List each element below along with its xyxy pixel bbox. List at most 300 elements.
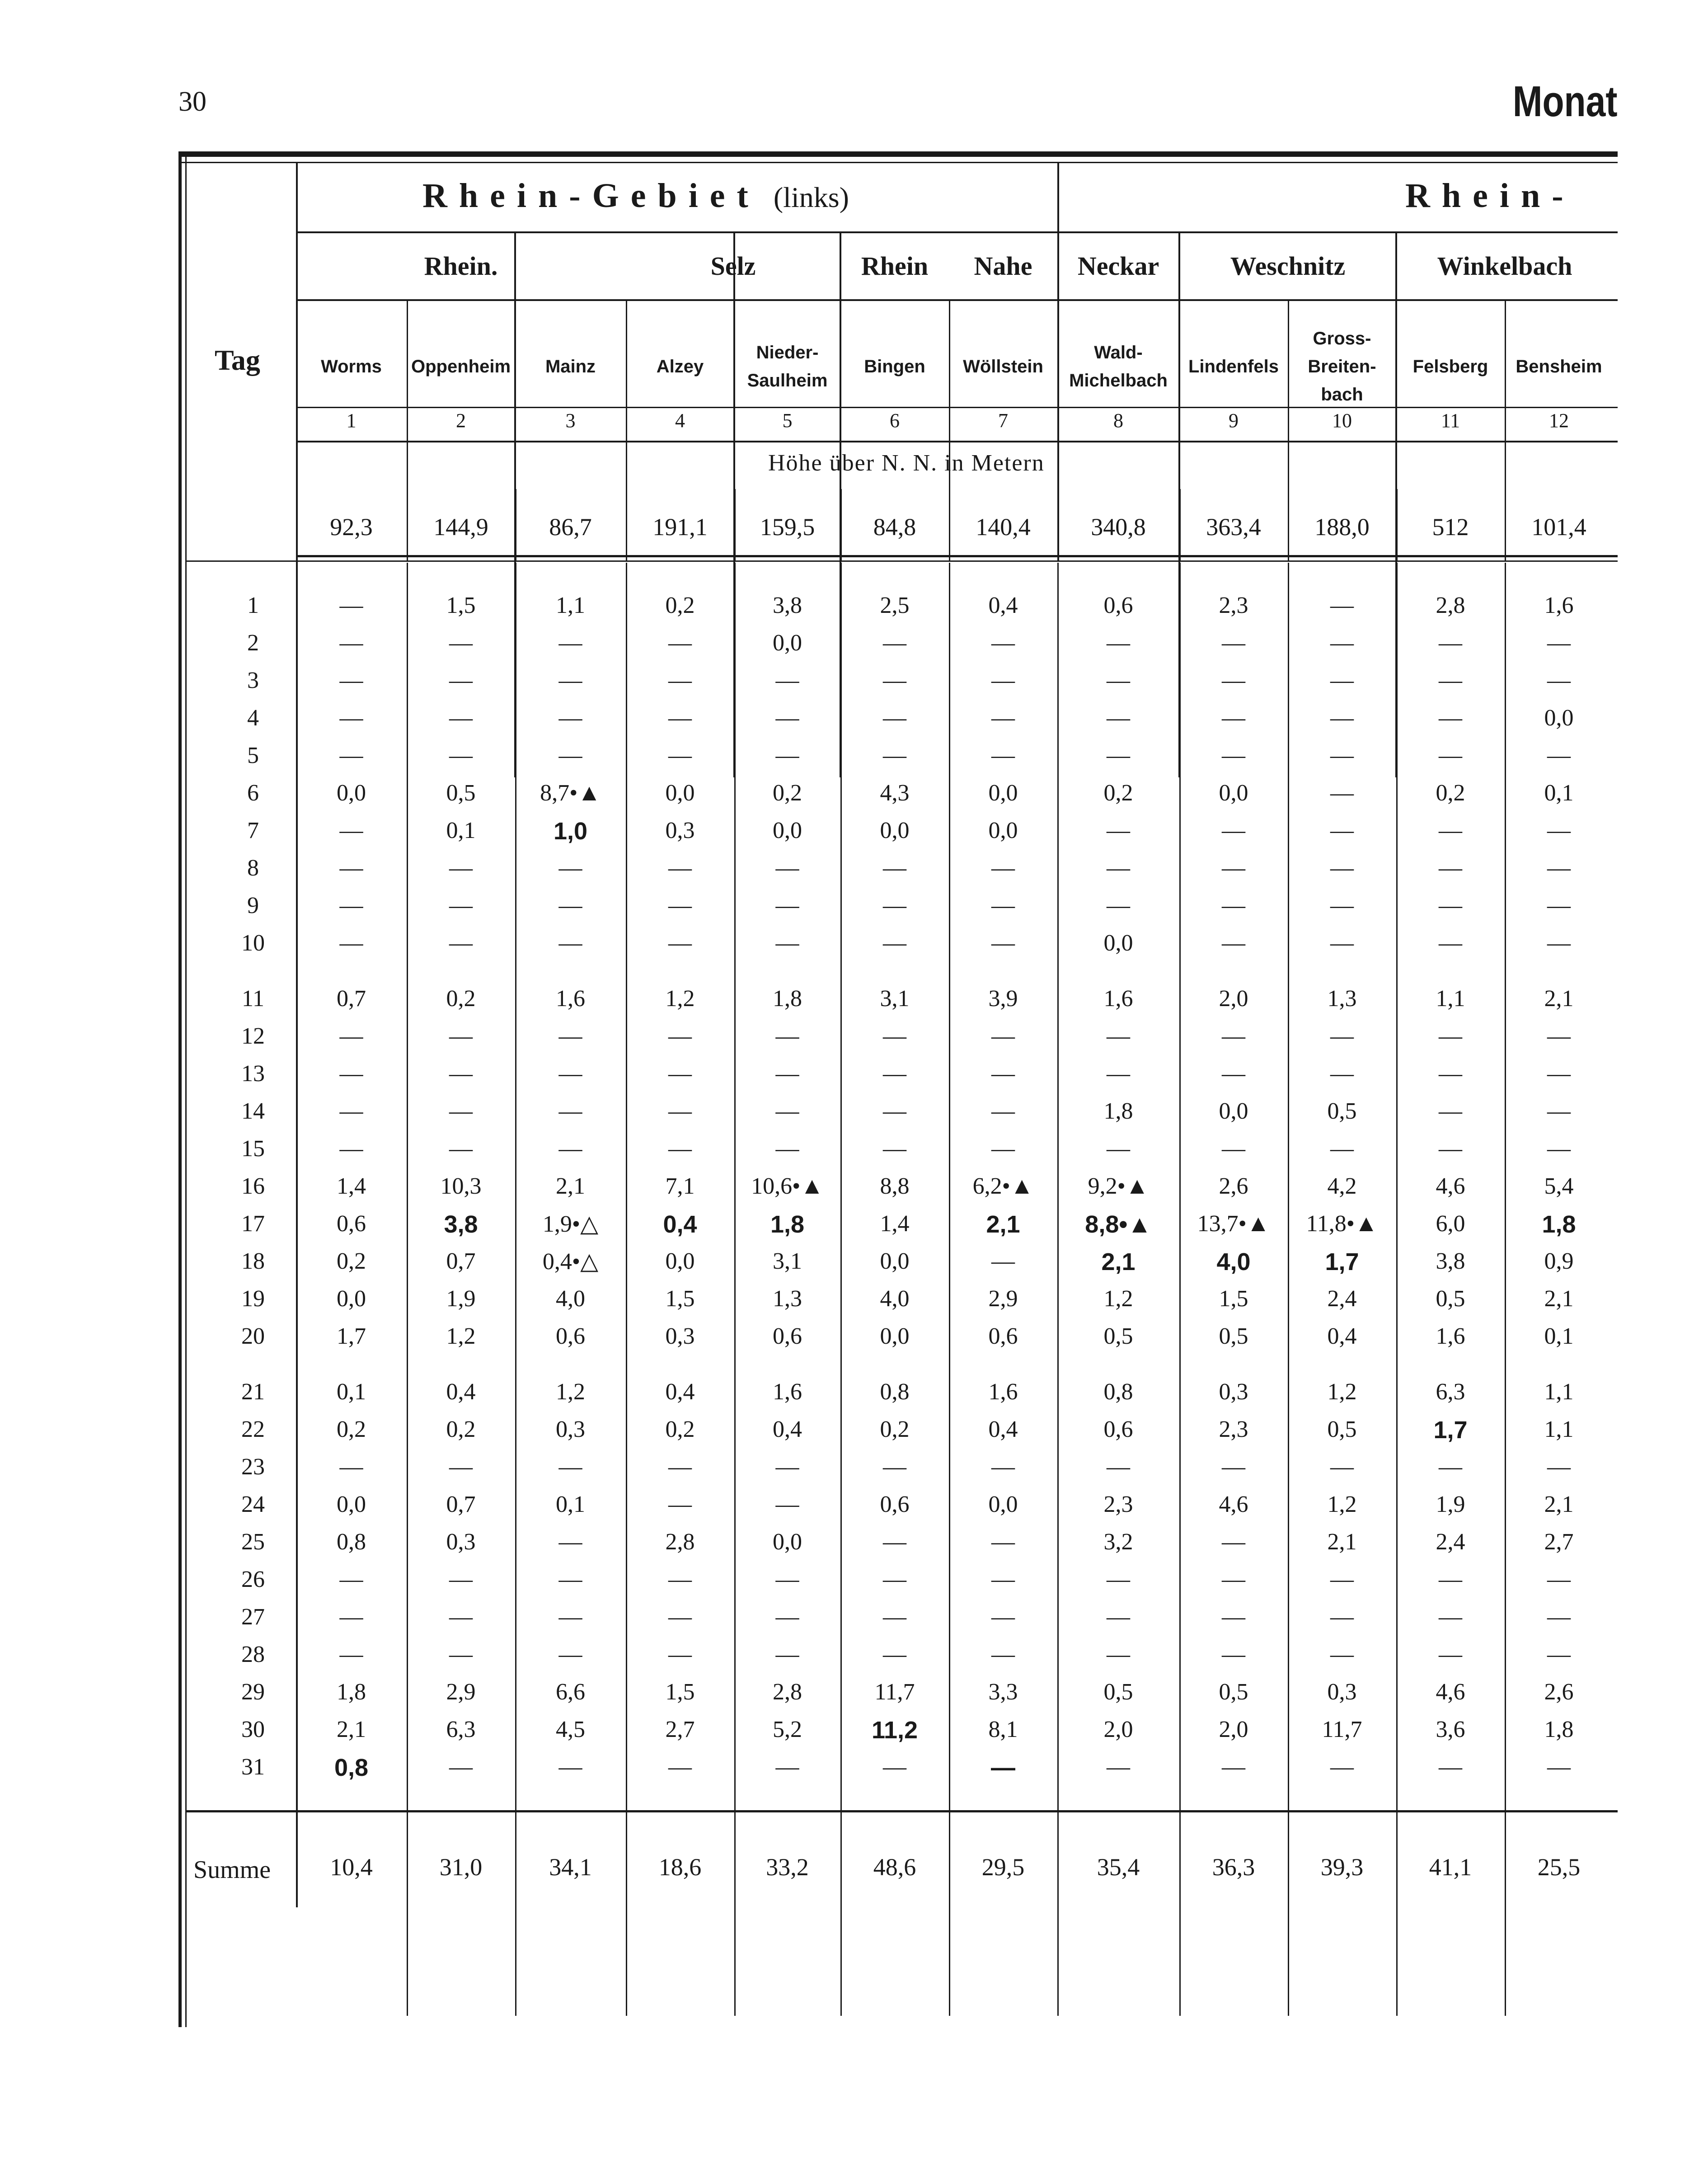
table-cell: — [558, 1567, 582, 1592]
table-cell: 2,6 [1544, 1679, 1574, 1705]
station-name-line: Mainz [545, 357, 596, 376]
table-cell: 0,0 [773, 818, 802, 843]
station-name [1288, 325, 1396, 409]
table-cell: — [1330, 1754, 1354, 1780]
table-cell: — [991, 1604, 1015, 1630]
table-cell: 1,3 [773, 1286, 802, 1312]
river-header: Rhein [861, 251, 929, 281]
table-cell: — [1222, 1642, 1245, 1667]
river-header: Selz [710, 251, 756, 281]
table-cell: — [991, 1061, 1015, 1087]
table-cell: — [668, 1604, 692, 1630]
table-cell: 0,0 [988, 818, 1018, 843]
page-number: 30 [178, 86, 206, 117]
table-cell: — [1107, 1567, 1130, 1592]
table-cell: 10,3 [440, 1173, 482, 1199]
table-cell: 6,3 [1436, 1379, 1465, 1405]
table-cell: — [1547, 893, 1571, 918]
table-cell: 0,5 [1327, 1098, 1357, 1124]
table-cell: — [339, 743, 363, 768]
table-cell: 0,0 [988, 1492, 1018, 1517]
table-cell: 4,5 [556, 1717, 585, 1742]
station-name-line: Bensheim [1516, 357, 1602, 376]
table-cell: — [558, 855, 582, 881]
table-cell: — [668, 668, 692, 693]
station-index: 1 [346, 409, 357, 432]
table-cell: — [1107, 668, 1130, 693]
summe-cell: 25,5 [1537, 1854, 1581, 1881]
table-cell: 2,1 [556, 1173, 585, 1199]
table-cell: 0,5 [1219, 1323, 1248, 1349]
table-cell: 4,2 [1327, 1173, 1357, 1199]
summe-cell: 34,1 [549, 1854, 592, 1881]
region-suffix: (links) [773, 181, 849, 213]
table-cell: 0,3 [446, 1529, 476, 1555]
table-cell: — [1330, 630, 1354, 656]
table-cell: — [339, 930, 363, 956]
day-number: 8 [247, 855, 259, 881]
table-cell: 1,1 [1436, 986, 1465, 1012]
table-cell: — [1107, 1454, 1130, 1480]
station-index: 6 [890, 409, 900, 432]
table-cell: — [991, 893, 1015, 918]
table-cell: 6,0 [1436, 1211, 1465, 1237]
table-cell: — [449, 1567, 473, 1592]
table-cell: 1,7 [337, 1323, 366, 1349]
day-number: 5 [247, 743, 259, 768]
table-cell: — [558, 668, 582, 693]
table-cell: — [558, 1642, 582, 1667]
table-cell: 1,2 [446, 1323, 476, 1349]
day-number: 29 [241, 1679, 265, 1705]
table-cell: — [1547, 630, 1571, 656]
table-cell: — [1547, 1454, 1571, 1480]
table-cell: 1,4 [880, 1211, 910, 1237]
table-cell: — [1222, 705, 1245, 731]
table-cell: 5,4 [1544, 1173, 1574, 1199]
table-cell: 1,8 [1544, 1717, 1574, 1742]
table-cell: — [1439, 1567, 1462, 1592]
table-cell: — [449, 1136, 473, 1162]
table-cell: 1,4 [337, 1173, 366, 1199]
station-name [840, 353, 949, 381]
table-cell: — [558, 1061, 582, 1087]
table-cell: — [1330, 855, 1354, 881]
table-cell: 0,4 [663, 1211, 697, 1238]
table-cell: 6,6 [556, 1679, 585, 1705]
table-cell: — [339, 630, 363, 656]
table-cell: — [1222, 1023, 1245, 1049]
table-cell: — [1107, 1754, 1130, 1780]
river-header: Rhein. [424, 251, 498, 281]
summe-cell: 41,1 [1429, 1854, 1472, 1881]
table-cell: 0,4•△ [542, 1249, 599, 1275]
station-index: 2 [456, 409, 466, 432]
station-name-line: Wald- [1094, 343, 1143, 362]
table-cell: 2,9 [446, 1679, 476, 1705]
table-cell: 2,8 [1436, 593, 1465, 618]
table-cell: — [1439, 1754, 1462, 1780]
table-cell: — [883, 1454, 906, 1480]
region-title-right: Rhein- [1405, 177, 1575, 215]
table-cell: — [449, 1604, 473, 1630]
table-cell: — [558, 1454, 582, 1480]
station-name-line: Breiten- [1308, 357, 1376, 376]
table-cell: — [1439, 855, 1462, 881]
table-cell: — [1547, 1061, 1571, 1087]
table-cell: 1,6 [1544, 593, 1574, 618]
table-cell: 3,6 [1436, 1717, 1465, 1742]
table-cell: — [1547, 1098, 1571, 1124]
table-cell: 2,3 [1103, 1492, 1133, 1517]
day-number: 20 [241, 1323, 265, 1349]
table-cell: — [1439, 1023, 1462, 1049]
table-cell: — [449, 893, 473, 918]
table-cell: 0,0 [773, 630, 802, 656]
table-cell: — [1330, 1642, 1354, 1667]
day-number: 28 [241, 1642, 265, 1667]
station-name-line: Nieder- [756, 343, 819, 362]
tag-label: Tag [215, 344, 260, 376]
table-cell: 0,1 [556, 1492, 585, 1517]
table-cell: — [1107, 1061, 1130, 1087]
table-cell: — [883, 1567, 906, 1592]
table-cell: — [558, 1098, 582, 1124]
summe-cell: 31,0 [439, 1854, 483, 1881]
table-cell: — [1107, 630, 1130, 656]
table-cell: — [558, 930, 582, 956]
day-number: 27 [241, 1604, 265, 1630]
table-cell: 0,0 [1219, 780, 1248, 806]
table-cell: 3,1 [880, 986, 910, 1012]
table-cell: — [775, 1061, 799, 1087]
table-cell: — [991, 1642, 1015, 1667]
table-cell: 2,3 [1219, 1416, 1248, 1442]
table-cell: — [991, 855, 1015, 881]
day-number: 17 [241, 1211, 265, 1237]
table-cell: — [558, 743, 582, 768]
table-cell: 0,3 [665, 1323, 695, 1349]
table-cell: — [339, 1604, 363, 1630]
table-cell: — [775, 1642, 799, 1667]
table-cell: 3,3 [988, 1679, 1018, 1705]
table-cell: — [558, 705, 582, 731]
table-cell: 0,3 [1219, 1379, 1248, 1405]
table-cell: 0,5 [1103, 1323, 1133, 1349]
table-cell: — [668, 1061, 692, 1087]
station-name [1396, 353, 1505, 381]
table-cell: — [1222, 668, 1245, 693]
station-name [1505, 353, 1613, 381]
station-hoehe: 92,3 [330, 513, 373, 541]
table-cell: — [339, 668, 363, 693]
table-cell: — [1222, 1754, 1245, 1780]
rule-line [178, 162, 1618, 163]
table-cell: 0,0 [337, 1492, 366, 1517]
table-cell: — [449, 668, 473, 693]
day-number: 22 [241, 1416, 265, 1442]
table-cell: — [1330, 1604, 1354, 1630]
table-cell: — [1330, 1136, 1354, 1162]
table-cell: — [991, 1754, 1015, 1781]
table-cell: 2,1 [1101, 1248, 1136, 1275]
table-cell: — [1439, 668, 1462, 693]
table-cell: — [775, 705, 799, 731]
table-cell: 4,0 [556, 1286, 585, 1312]
rule-line [296, 441, 1618, 442]
table-cell: — [775, 893, 799, 918]
table-cell: 0,2 [446, 986, 476, 1012]
table-cell: — [1107, 893, 1130, 918]
table-cell: 0,2 [665, 1416, 695, 1442]
table-cell: — [991, 930, 1015, 956]
station-hoehe: 101,4 [1531, 513, 1586, 541]
table-cell: 0,0 [1544, 705, 1574, 731]
table-cell: 7,1 [665, 1173, 695, 1199]
table-cell: 3,8 [444, 1211, 478, 1238]
table-cell: 0,0 [337, 780, 366, 806]
table-cell: — [775, 668, 799, 693]
table-cell: — [1222, 1454, 1245, 1480]
table-cell: 3,8 [1436, 1248, 1465, 1274]
table-cell: 11,7 [1322, 1717, 1362, 1742]
table-cell: — [668, 1567, 692, 1592]
table-cell: 6,3 [446, 1717, 476, 1742]
table-cell: 1,8 [773, 986, 802, 1012]
table-cell: 0,7 [446, 1248, 476, 1274]
table-cell: — [883, 930, 906, 956]
table-cell: 0,2 [1436, 780, 1465, 806]
day-number: 26 [241, 1567, 265, 1592]
table-cell: — [339, 855, 363, 881]
table-cell: 0,2 [1103, 780, 1133, 806]
table-cell: — [991, 705, 1015, 731]
station-name-line: Gross- [1313, 329, 1371, 348]
table-cell: 0,2 [880, 1416, 910, 1442]
station-hoehe: 363,4 [1206, 513, 1261, 541]
table-cell: 1,1 [1544, 1379, 1574, 1405]
table-cell: 11,8•▲ [1306, 1211, 1378, 1237]
table-cell: 0,6 [1103, 1416, 1133, 1442]
table-cell: 0,5 [1327, 1416, 1357, 1442]
table-cell: 2,9 [988, 1286, 1018, 1312]
table-cell: — [1439, 1642, 1462, 1667]
rule-line [296, 555, 1618, 557]
table-cell: — [883, 1754, 906, 1780]
table-cell: — [775, 1754, 799, 1780]
table-cell: 2,4 [1436, 1529, 1465, 1555]
station-name [626, 353, 734, 381]
table-cell: 0,0 [665, 780, 695, 806]
column-line [178, 156, 182, 2027]
table-cell: 0,4 [988, 1416, 1018, 1442]
table-cell: 1,2 [1103, 1286, 1133, 1312]
table-cell: 4,3 [880, 780, 910, 806]
river-header: Weschnitz [1230, 251, 1346, 281]
table-cell: 0,6 [988, 1323, 1018, 1349]
day-number: 31 [241, 1754, 265, 1780]
table-cell: — [883, 1642, 906, 1667]
rule-line [185, 1810, 1618, 1812]
region-name: Rhein-Gebiet [422, 177, 760, 215]
table-cell: 0,4 [988, 593, 1018, 618]
table-cell: — [1547, 1642, 1571, 1667]
table-cell: 0,0 [988, 780, 1018, 806]
table-cell: — [1107, 1642, 1130, 1667]
table-cell: — [1439, 630, 1462, 656]
table-cell: — [1439, 705, 1462, 731]
table-cell: 0,1 [1544, 1323, 1574, 1349]
station-name-line: Felsberg [1412, 357, 1488, 376]
page-heading: Monat [1513, 77, 1618, 126]
table-cell: 4,6 [1436, 1173, 1465, 1199]
table-cell: — [1222, 630, 1245, 656]
station-index: 7 [998, 409, 1008, 432]
station-hoehe: 191,1 [652, 513, 708, 541]
table-cell: — [558, 1529, 582, 1555]
table-cell: — [339, 818, 363, 843]
table-cell: — [1330, 1567, 1354, 1592]
station-name [407, 353, 515, 381]
table-cell: 1,7 [1325, 1248, 1359, 1275]
table-cell: — [449, 1754, 473, 1780]
table-cell: — [339, 1642, 363, 1667]
table-cell: 8,8 [880, 1173, 910, 1199]
table-cell: — [668, 743, 692, 768]
table-cell: — [449, 855, 473, 881]
table-cell: 1,1 [1544, 1416, 1574, 1442]
table-cell: — [668, 1023, 692, 1049]
table-cell: — [1439, 930, 1462, 956]
table-cell: — [668, 893, 692, 918]
table-cell: — [449, 1642, 473, 1667]
table-cell: — [1107, 1023, 1130, 1049]
table-cell: 1,9•△ [542, 1211, 599, 1237]
table-cell: — [1547, 743, 1571, 768]
station-name [296, 353, 407, 381]
table-cell: 0,3 [556, 1416, 585, 1442]
table-cell: 0,6 [556, 1323, 585, 1349]
table-cell: 11,7 [874, 1679, 915, 1705]
day-number: 24 [241, 1492, 265, 1517]
table-cell: — [668, 1136, 692, 1162]
station-name-line: Lindenfels [1188, 357, 1279, 376]
table-cell: — [558, 1023, 582, 1049]
table-cell: 0,2 [337, 1248, 366, 1274]
table-cell: — [1439, 743, 1462, 768]
station-name-line: Wöllstein [963, 357, 1043, 376]
summe-cell: 18,6 [658, 1854, 702, 1881]
table-cell: 0,2 [773, 780, 802, 806]
table-cell: — [991, 1136, 1015, 1162]
table-cell: — [449, 930, 473, 956]
table-cell: — [1547, 855, 1571, 881]
table-cell: — [668, 1754, 692, 1780]
table-cell: — [668, 930, 692, 956]
station-name-line: Oppenheim [411, 357, 511, 376]
table-cell: — [1330, 743, 1354, 768]
station-hoehe: 159,5 [760, 513, 815, 541]
table-cell: — [883, 630, 906, 656]
river-header: Winkelbach [1437, 251, 1572, 281]
table-cell: 2,1 [1544, 1492, 1574, 1517]
table-cell: 1,0 [553, 818, 588, 845]
table-cell: — [1222, 855, 1245, 881]
table-cell: 2,8 [773, 1679, 802, 1705]
region-title-left [422, 176, 849, 216]
station-index: 5 [782, 409, 793, 432]
table-cell: 0,6 [337, 1211, 366, 1237]
table-cell: 2,1 [1544, 1286, 1574, 1312]
table-cell: 1,2 [665, 986, 695, 1012]
table-cell: — [991, 1248, 1015, 1274]
table-cell: — [449, 630, 473, 656]
station-index: 11 [1441, 409, 1460, 432]
table-cell: — [339, 1136, 363, 1162]
table-cell: 1,6 [988, 1379, 1018, 1405]
table-cell: 0,8 [337, 1529, 366, 1555]
summe-cell: 35,4 [1097, 1854, 1140, 1881]
station-name-line: Worms [321, 357, 382, 376]
table-cell: 0,0 [880, 1323, 910, 1349]
table-cell: — [1330, 1023, 1354, 1049]
station-hoehe: 188,0 [1314, 513, 1370, 541]
summe-cell: 48,6 [873, 1854, 916, 1881]
table-cell: 1,1 [556, 593, 585, 618]
day-number: 1 [247, 593, 259, 618]
table-cell: — [883, 743, 906, 768]
table-cell: 1,8 [770, 1211, 805, 1238]
station-index: 4 [675, 409, 685, 432]
table-cell: — [449, 1454, 473, 1480]
rule-line [296, 299, 1618, 301]
table-cell: 0,3 [1327, 1679, 1357, 1705]
table-cell: 1,5 [1219, 1286, 1248, 1312]
table-cell: — [883, 668, 906, 693]
table-cell: — [449, 1061, 473, 1087]
table-cell: — [1222, 1529, 1245, 1555]
table-cell: 0,2 [446, 1416, 476, 1442]
table-cell: 3,2 [1103, 1529, 1133, 1555]
table-cell: 0,6 [880, 1492, 910, 1517]
table-cell: — [668, 855, 692, 881]
table-cell: — [558, 630, 582, 656]
table-cell: — [1107, 1136, 1130, 1162]
table-cell: — [449, 743, 473, 768]
table-cell: 0,7 [337, 986, 366, 1012]
table-cell: — [991, 1023, 1015, 1049]
table-cell: 0,1 [446, 818, 476, 843]
table-cell: 1,7 [1433, 1416, 1468, 1444]
table-cell: — [1330, 705, 1354, 731]
station-index: 8 [1113, 409, 1123, 432]
table-cell: — [339, 705, 363, 731]
table-cell: — [1547, 1604, 1571, 1630]
table-cell: — [1439, 818, 1462, 843]
table-cell: 0,5 [1103, 1679, 1133, 1705]
table-cell: — [1222, 743, 1245, 768]
table-cell: — [1439, 1454, 1462, 1480]
table-cell: — [883, 1136, 906, 1162]
table-cell: — [991, 1098, 1015, 1124]
table-cell: — [1107, 705, 1130, 731]
table-cell: 3,1 [773, 1248, 802, 1274]
table-cell: 1,8 [337, 1679, 366, 1705]
table-cell: — [775, 930, 799, 956]
table-cell: — [558, 893, 582, 918]
table-cell: — [1547, 1136, 1571, 1162]
table-cell: — [1107, 855, 1130, 881]
